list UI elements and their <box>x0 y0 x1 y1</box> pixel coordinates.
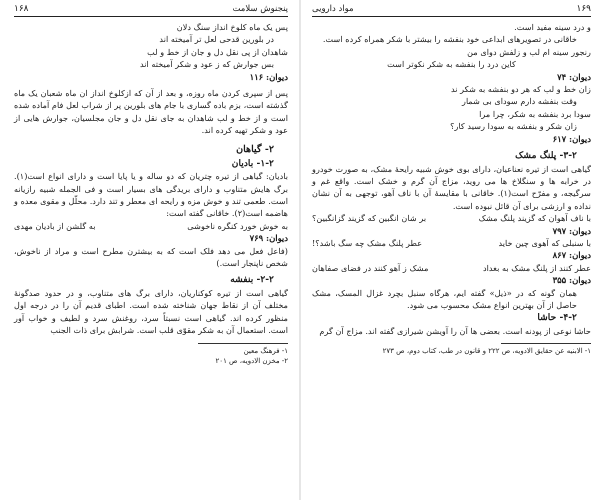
poem-line: در بلورین قدحی لعل تر آمیخته اند <box>159 34 274 45</box>
divan-reference: دیوان: ۳۵۵ <box>552 275 591 286</box>
right-page-header <box>312 4 591 17</box>
poem-line: سودا برد بنفشه به شکر، چرا مرا <box>479 108 591 119</box>
paragraph: همان گونه که در «ذیل» گفته ایم، هرگاه سنبل بچرد غزال المسک، مشک حاصل از آن بهترین انواع مشک محسوب می شود. <box>312 287 577 311</box>
verse-hemistich: عطر پلنگ مشک چه سگ باشد؟! <box>312 238 423 248</box>
footnote: ۱- فرهنگ معین <box>243 346 288 355</box>
right-page-number: ۱۶۹ <box>576 4 591 14</box>
poem-line: زان شکر و بنفشه به سودا رسید کار؟ <box>450 121 577 132</box>
verse-hemistich: با ناف آهوان که گزیند پلنگ مشک <box>478 213 591 224</box>
subsection-heading: ۴-۲- حاشا <box>537 312 577 324</box>
verse <box>312 212 591 224</box>
divan-reference: دیوان: ۸۶۷ <box>552 250 591 261</box>
poem-line <box>312 58 591 70</box>
footnote: ۲- مخزن الادویه، ص ۲۰۱ <box>215 356 288 365</box>
right-running-title: مواد دارویی <box>312 4 354 14</box>
paragraph: (فاعل فعل می دهد فلک است که به بیشترن مطرح است و مراد از ناخوش، شخص ناپنجار است.) <box>14 245 288 268</box>
left-page-header <box>14 4 288 17</box>
divan-reference: دیوان: ۷۶۹ <box>249 233 288 244</box>
verse-hemistich: به خوش خورد کنگره ناخوشی <box>187 220 288 231</box>
left-running-title: پنجنوش سلامت <box>232 4 288 14</box>
footnote-rule <box>198 343 288 344</box>
divan-reference: دیوان: ۷۹۷ <box>552 225 591 236</box>
paragraph: گیاهی است از تیره نعناعیان، دارای بوی خوش شبیه رایحهٔ مشک، به صورت خودرو در خرابه ها و سنگلاخ ها می روید، مزاج آن گرم و خشک است. واقع غم و سرگیجه، و مفرّح است(۱). خاقانی با مقایسهٔ آن با ناف آهو، توجهی به آن نشان نداده و ارزشی برای آن قائل نبوده است. <box>312 163 591 211</box>
left-page-number: ۱۶۸ <box>14 4 29 14</box>
divan-reference: دیوان: ۷۴ <box>557 71 591 82</box>
verse-hemistich: عطر کنند از پلنگ مشک به بغداد <box>482 262 591 273</box>
page-gutter <box>299 0 301 500</box>
poem-line: وقت بنفشه دارم سودای بی شمار <box>461 96 577 107</box>
paragraph: بادیان: گیاهی از تیره چتریان که دو ساله و یا پایا است و دارای انواع است(۱). برگ هایش متناوب و دارای بریدگی های بسیار است و فی الجمله شبیه رازیانه است. طعمی تند و خوش مزه و رایحه ای معطر و تند دارد. محلّل و مقوی معده و هاضمه است(۲). خاقانی گفته است: <box>14 171 288 219</box>
poem-line: زان خط و لب که هر دو بنفشه به شکر ند <box>450 84 591 95</box>
subsection-heading: ۱-۲- بادیان <box>231 157 274 169</box>
paragraph: حاشا نوعی از پودنه است. بعضی ها آن را آویشن شیرازی گفته اند. مزاج آن گرم <box>319 325 591 336</box>
verse-hemistich: مشک ز آهو کنند در فضای صفاهان <box>312 262 429 273</box>
poem-line: رنجور سینه ام لب و زلفش دوای من <box>467 46 591 57</box>
text-line: و درد سینه مفید است. <box>514 22 591 32</box>
divan-reference: دیوان: ۱۱۶ <box>249 71 288 82</box>
verse <box>14 220 288 232</box>
section-heading: ۲- گیاهان <box>236 143 274 155</box>
divan-reference: دیوان: ۶۱۷ <box>552 133 591 144</box>
poem-line: شاهدان از پی نقل دل و جان از خط و لب <box>147 46 288 57</box>
right-page <box>304 0 605 500</box>
paragraph: خاقانی در تصویرهای ابداعی خود بنفشه را بیشتر با شکر همراه کرده است. <box>322 34 577 45</box>
left-page <box>0 0 296 500</box>
verse-hemistich: با سنبلی که آهوی چین خاید <box>498 238 591 248</box>
paragraph: گیاهی است از تیره کوکناریان، دارای برگ های متناوب، و در حدود صدگونهٔ مختلف آن از نقاط جهان شناخته شده است. اطبای قدیم آن را در درجه اول منظور کرده اند. گیاهی است نسبتاً سرد، روغنش سرد و لطیف و خواب آور است. استعمال آن به شکر مقوّی قلب است. شرابش برای ذات الجنب <box>14 287 288 336</box>
subsection-heading: ۲-۲- بنفشه <box>230 274 274 286</box>
poem-line: بس جوارش که ز عود و شکر آمیخته اند <box>139 59 274 70</box>
verse-hemistich: کاین درد را بنفشه به شکر نکوتر است <box>387 59 516 70</box>
footnote: ۱- الابنیه عن حقایق الادویه، ص ۲۲۲ و قانون در طب، کتاب دوم، ص ۲۷۳ <box>382 347 591 356</box>
footnote-rule <box>501 343 591 344</box>
verse-hemistich: به گلشن از بادیان مهدی <box>14 220 96 231</box>
verse-hemistich: بر شان انگبین که گزیند گزانگبین؟ <box>312 213 427 224</box>
paragraph: پس از سپری کردن ماه روزه، و بعد از آن که ازکلوخ انداز ان ماه شعبان یک ماه گذشته است، بزم باده گساری با جام های بلورین پر از شراب لعل فام آماده شده است و از خط و لب شاهدان به جای نقل دل و جان مجلسیان، جوارش هایی از عود و شکر تهیه کرده اند. <box>14 88 288 136</box>
subsection-heading: ۳-۲- پلنگ مشک <box>515 150 577 162</box>
verse <box>312 237 591 249</box>
poem-line: پس یک ماه کلوخ انداز سنگ دلان <box>176 22 288 32</box>
verse <box>312 262 591 274</box>
